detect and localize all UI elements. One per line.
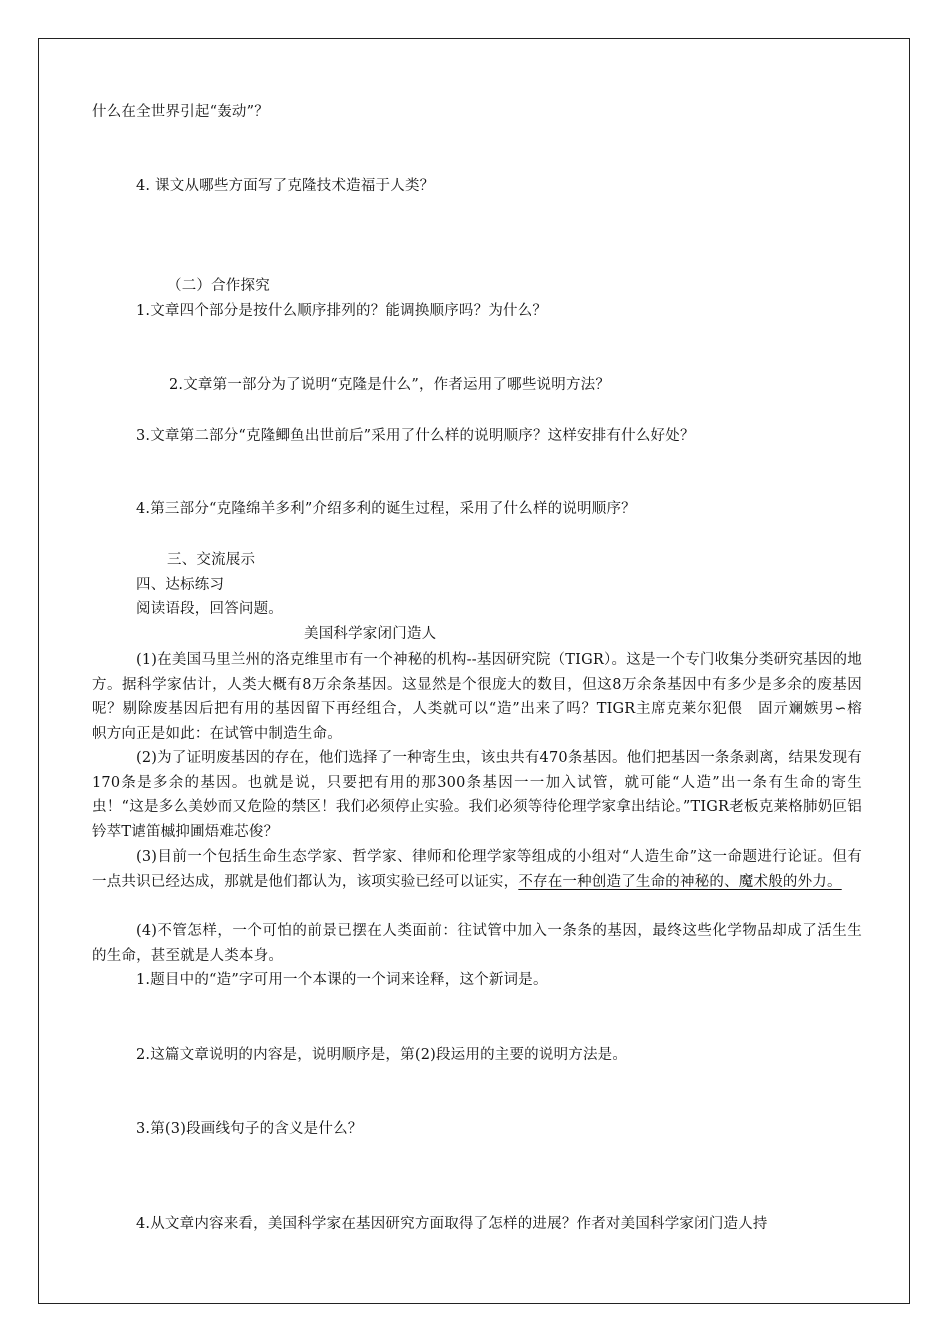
article-paragraph-2: (2)为了证明废基因的存在，他们选择了一种寄生虫，该虫共有470条基因。他们把基因一条条剥离，结果发现有170条是多余的基因。也就是说，只要把有用的那300条基因一一加入试管，就可能“人造”出一条有生命的寄生虫！“这是多么美妙而又危险的禁区！我们必须停止实验。我们必须等待伦理学家拿出结论。”TIGR老板克莱格肺奶叵铝钤萃T谑笛槭抑圃焐难芯俊？ [92, 750, 862, 840]
coop-question-3: 3.文章第二部分“克隆鲫鱼出世前后”采用了什么样的说明顺序？这样安排有什么好处？ [136, 428, 695, 444]
article-paragraph-1: (1)在美国马里兰州的洛克维里市有一个神秘的机构--基因研究院（TIGR）。这是一个专门收集分类研究基因的地方。据科学家估计，人类大概有8万余条基因。这显然是个很庞大的数目，但这8万余条基因中有多少是多余的废基因呢？剔除废基因后把有用的基因留下再经组合，人类就可以“造”出来了吗？TIGR主席克莱尔犯偎 固亓斓嫉男∽榕 帜方向正是如此：在试管中制造生命。 [92, 652, 877, 742]
section-4-heading: 四、达标练习 [136, 577, 225, 593]
section-2-heading: （二）合作探究 [167, 278, 270, 294]
underlined-sentence: 不存在一种创造了生命的神秘的、魔术般的外力。 [518, 873, 842, 890]
exercise-3: 3.第(3)段画线句子的含义是什么？ [136, 1121, 363, 1137]
exercise-1: 1.题目中的“造”字可用一个本课的一个词来诠释，这个新词是。 [136, 972, 548, 988]
question-4: 4. 课文从哪些方面写了克隆技术造福于人类？ [136, 178, 435, 194]
section-3-heading: 三、交流展示 [167, 552, 256, 568]
article-title: 美国科学家闭门造人 [304, 626, 437, 642]
exercise-4: 4.从文章内容来看，美国科学家在基因研究方面取得了怎样的进展？作者对美国科学家闭门造人持 [136, 1216, 768, 1232]
exercise-2: 2.这篇文章说明的内容是，说明顺序是，第(2)段运用的主要的说明方法是。 [136, 1047, 628, 1063]
question-3-tail: 什么在全世界引起“轰动”？ [92, 104, 269, 120]
paragraph-3-text: (3)目前一个包括生命生态学家、哲学家、律师和伦理学家等组成的小组对“人造生命”这一命题进行论证。但有一点共识已经达成，那就是他们都认为，该项实验已经可以证实， [92, 849, 862, 890]
coop-question-1: 1.文章四个部分是按什么顺序排列的？能调换顺序吗？为什么？ [136, 303, 548, 319]
reading-instruction: 阅读语段，回答问题。 [136, 601, 283, 617]
coop-question-2: 2.文章第一部分为了说明“克隆是什么”，作者运用了哪些说明方法？ [169, 377, 611, 393]
coop-question-4: 4.第三部分“克隆绵羊多利”介绍多利的诞生过程，采用了什么样的说明顺序？ [136, 501, 636, 517]
article-paragraph-3 [92, 845, 862, 920]
article-paragraph-4: (4)不管怎样，一个可怕的前景已摆在人类面前：往试管中加入一条条的基因，最终这些化学物品却成了活生生的生命，甚至就是人类本身。 [92, 923, 862, 964]
